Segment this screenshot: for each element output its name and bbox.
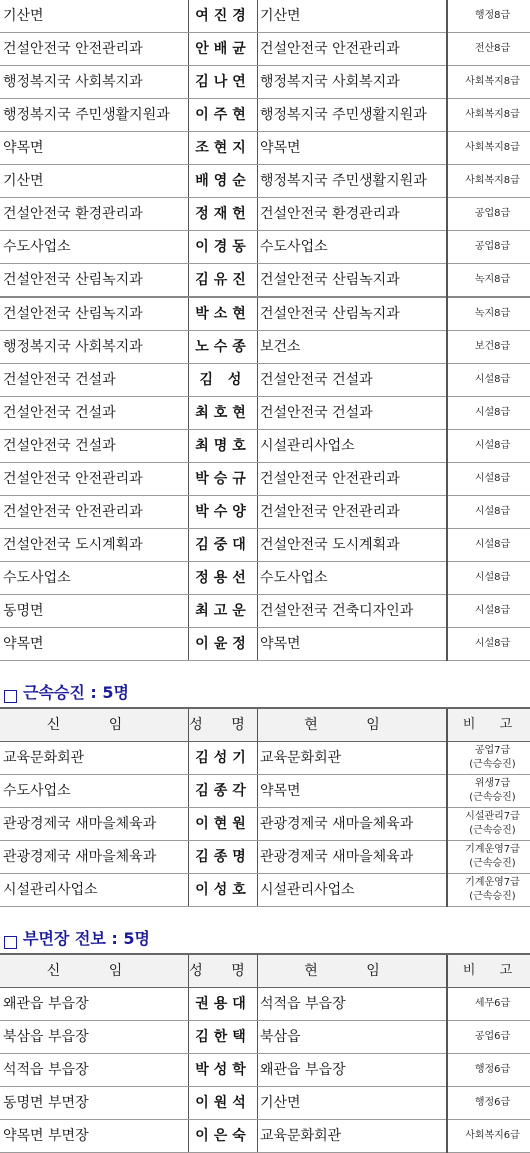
new-post-cell: 수도사업소 [0,775,189,808]
new-post-cell: 관광경제국 새마을체육과 [0,808,189,841]
note-cell: 공업8급 [447,231,530,264]
table-row [0,264,530,298]
header-name: 성 명 [189,708,258,742]
new-post-cell: 건설안전국 건설과 [0,364,189,397]
new-post-cell: 건설안전국 산림녹지과 [0,264,189,298]
current-post-cell: 수도사업소 [258,231,448,264]
header-new-post: 신 임 [0,708,189,742]
table-row [0,595,530,628]
table-row [0,808,530,841]
table-seniority [0,707,530,907]
current-post-cell: 약목면 [258,132,448,165]
new-post-cell: 동명면 부면장 [0,1087,189,1120]
new-post-cell: 건설안전국 산림녹지과 [0,297,189,331]
note-cell [447,874,530,907]
current-post-cell: 관광경제국 새마을체육과 [258,808,448,841]
table-row [0,364,530,397]
table-row [0,742,530,775]
note-cell [447,808,530,841]
header-current: 현 임 [258,954,448,988]
current-post-cell: 건설안전국 환경관리과 [258,198,448,231]
new-post-cell: 행정복지국 사회복지과 [0,66,189,99]
new-post-cell: 시설관리사업소 [0,874,189,907]
note-cell: 시설8급 [447,397,530,430]
name-cell: 안배균 [189,33,258,66]
new-post-cell: 행정복지국 주민생활지원과 [0,99,189,132]
note-cell: 사회복지8급 [447,66,530,99]
table-row [0,841,530,874]
table-row [0,1054,530,1087]
current-post-cell: 건설안전국 산림녹지과 [258,264,448,298]
table-row [0,0,530,33]
section-title-seniority [0,661,530,707]
section-title-text: 부면장 전보 : 5명 [23,929,150,948]
new-post-cell: 약목면 [0,132,189,165]
note-cell: 시설8급 [447,364,530,397]
new-post-cell: 건설안전국 건설과 [0,430,189,463]
current-post-cell: 시설관리사업소 [258,874,448,907]
note-cell: 시설8급 [447,463,530,496]
current-post-cell: 보건소 [258,331,448,364]
note-cell: 세무6급 [447,988,530,1021]
table-row [0,33,530,66]
current-post-cell: 기산면 [258,1087,448,1120]
name-cell: 최명호 [189,430,258,463]
section-title-text: 근속승진 : 5명 [23,683,129,702]
current-post-cell: 왜관읍 부읍장 [258,1054,448,1087]
current-post-cell: 수도사업소 [258,562,448,595]
note-cell: 시설8급 [447,430,530,463]
note-grade: 위생7급 [474,778,511,789]
table-row [0,496,530,529]
name-cell: 이윤정 [189,628,258,661]
name-cell: 조현지 [189,132,258,165]
current-post-cell: 석적읍 부읍장 [258,988,448,1021]
new-post-cell: 건설안전국 안전관리과 [0,496,189,529]
name-cell: 권용대 [189,988,258,1021]
note-cell: 녹지8급 [447,264,530,298]
table-row [0,874,530,907]
name-cell: 이경동 [189,231,258,264]
current-post-cell: 행정복지국 주민생활지원과 [258,99,448,132]
header-current: 현 임 [258,708,448,742]
name-cell: 정재헌 [189,198,258,231]
name-cell: 이은숙 [189,1120,258,1153]
new-post-cell: 석적읍 부읍장 [0,1054,189,1087]
note-cell: 공업8급 [447,198,530,231]
note-type: (근속승진) [469,891,516,902]
table-row [0,1120,530,1153]
current-post-cell: 건설안전국 건설과 [258,397,448,430]
note-cell [447,841,530,874]
table-row [0,231,530,264]
new-post-cell: 북삼읍 부읍장 [0,1021,189,1054]
header-new-post: 신 임 [0,954,189,988]
name-cell: 김성기 [189,742,258,775]
name-cell: 김한택 [189,1021,258,1054]
table-row [0,99,530,132]
current-post-cell: 약목면 [258,775,448,808]
note-cell: 녹지8급 [447,297,530,331]
note-cell: 전산8급 [447,33,530,66]
note-cell [447,775,530,808]
name-cell: 최고운 [189,595,258,628]
table-body [0,708,530,907]
table-row [0,562,530,595]
name-cell: 정용선 [189,562,258,595]
name-cell: 이주현 [189,99,258,132]
name-cell: 이원석 [189,1087,258,1120]
note-grade: 기계운영7급 [465,877,520,888]
table-row [0,165,530,198]
note-cell: 행정8급 [447,0,530,33]
note-type: (근속승진) [469,825,516,836]
note-cell: 사회복지6급 [447,1120,530,1153]
new-post-cell: 약목면 [0,628,189,661]
note-cell: 시설8급 [447,529,530,562]
table-row [0,132,530,165]
table-row [0,198,530,231]
note-type: (근속승진) [469,759,516,770]
table-row [0,331,530,364]
new-post-cell: 건설안전국 도시계획과 [0,529,189,562]
current-post-cell: 건설안전국 건설과 [258,364,448,397]
note-cell: 사회복지8급 [447,132,530,165]
new-post-cell: 수도사업소 [0,562,189,595]
note-cell: 시설8급 [447,562,530,595]
new-post-cell: 건설안전국 안전관리과 [0,463,189,496]
name-cell: 이현원 [189,808,258,841]
note-cell: 행정6급 [447,1087,530,1120]
new-post-cell: 건설안전국 환경관리과 [0,198,189,231]
current-post-cell: 행정복지국 사회복지과 [258,66,448,99]
table-row [0,775,530,808]
name-cell: 김종각 [189,775,258,808]
name-cell: 이성호 [189,874,258,907]
new-post-cell: 건설안전국 안전관리과 [0,33,189,66]
note-cell: 보건8급 [447,331,530,364]
new-post-cell: 기산면 [0,0,189,33]
new-post-cell: 왜관읍 부읍장 [0,988,189,1021]
checkbox-square-icon [4,690,17,703]
new-post-cell: 관광경제국 새마을체육과 [0,841,189,874]
note-cell: 시설8급 [447,595,530,628]
current-post-cell: 건설안전국 안전관리과 [258,496,448,529]
new-post-cell: 동명면 [0,595,189,628]
current-post-cell: 행정복지국 주민생활지원과 [258,165,448,198]
name-cell: 배영순 [189,165,258,198]
note-cell: 시설8급 [447,496,530,529]
current-post-cell: 시설관리사업소 [258,430,448,463]
note-cell: 사회복지8급 [447,165,530,198]
header-note: 비 고 [447,708,530,742]
note-grade: 공업7급 [474,745,511,756]
new-post-cell: 수도사업소 [0,231,189,264]
new-post-cell: 행정복지국 사회복지과 [0,331,189,364]
table-row [0,988,530,1021]
note-grade: 시설관리7급 [465,811,520,822]
name-cell: 노수종 [189,331,258,364]
name-cell: 김 성 [189,364,258,397]
name-cell: 최호현 [189,397,258,430]
note-cell: 시설8급 [447,628,530,661]
table-body [0,954,530,1153]
name-cell: 박승규 [189,463,258,496]
current-post-cell: 관광경제국 새마을체육과 [258,841,448,874]
note-cell: 행정6급 [447,1054,530,1087]
current-post-cell: 기산면 [258,0,448,33]
table-row [0,1021,530,1054]
table-vice-mayor [0,953,530,1153]
header-name: 성 명 [189,954,258,988]
table-row [0,529,530,562]
table-row [0,463,530,496]
name-cell: 김중대 [189,529,258,562]
name-cell: 박소현 [189,297,258,331]
new-post-cell: 건설안전국 건설과 [0,397,189,430]
current-post-cell: 건설안전국 건축디자인과 [258,595,448,628]
current-post-cell: 건설안전국 산림녹지과 [258,297,448,331]
current-post-cell: 교육문화회관 [258,742,448,775]
current-post-cell: 건설안전국 도시계획과 [258,529,448,562]
current-post-cell: 건설안전국 안전관리과 [258,463,448,496]
note-type: (근속승진) [469,858,516,869]
current-post-cell: 건설안전국 안전관리과 [258,33,448,66]
new-post-cell: 약목면 부면장 [0,1120,189,1153]
new-post-cell: 교육문화회관 [0,742,189,775]
table-header-row [0,708,530,742]
name-cell: 김유진 [189,264,258,298]
header-note: 비 고 [447,954,530,988]
table-row [0,397,530,430]
note-type: (근속승진) [469,792,516,803]
current-post-cell: 교육문화회관 [258,1120,448,1153]
checkbox-square-icon [4,936,17,949]
table-row [0,66,530,99]
name-cell: 여진경 [189,0,258,33]
table-row [0,430,530,463]
table-row [0,1087,530,1120]
note-cell: 공업6급 [447,1021,530,1054]
current-post-cell: 북삼읍 [258,1021,448,1054]
new-post-cell: 기산면 [0,165,189,198]
section-title-vice-mayor [0,907,530,953]
name-cell: 김나연 [189,66,258,99]
current-post-cell: 약목면 [258,628,448,661]
note-cell [447,742,530,775]
name-cell: 김종명 [189,841,258,874]
table-row [0,628,530,661]
table-row [0,297,530,331]
table-header-row [0,954,530,988]
name-cell: 박수양 [189,496,258,529]
note-cell: 사회복지8급 [447,99,530,132]
note-grade: 기계운영7급 [465,844,520,855]
name-cell: 박성학 [189,1054,258,1087]
